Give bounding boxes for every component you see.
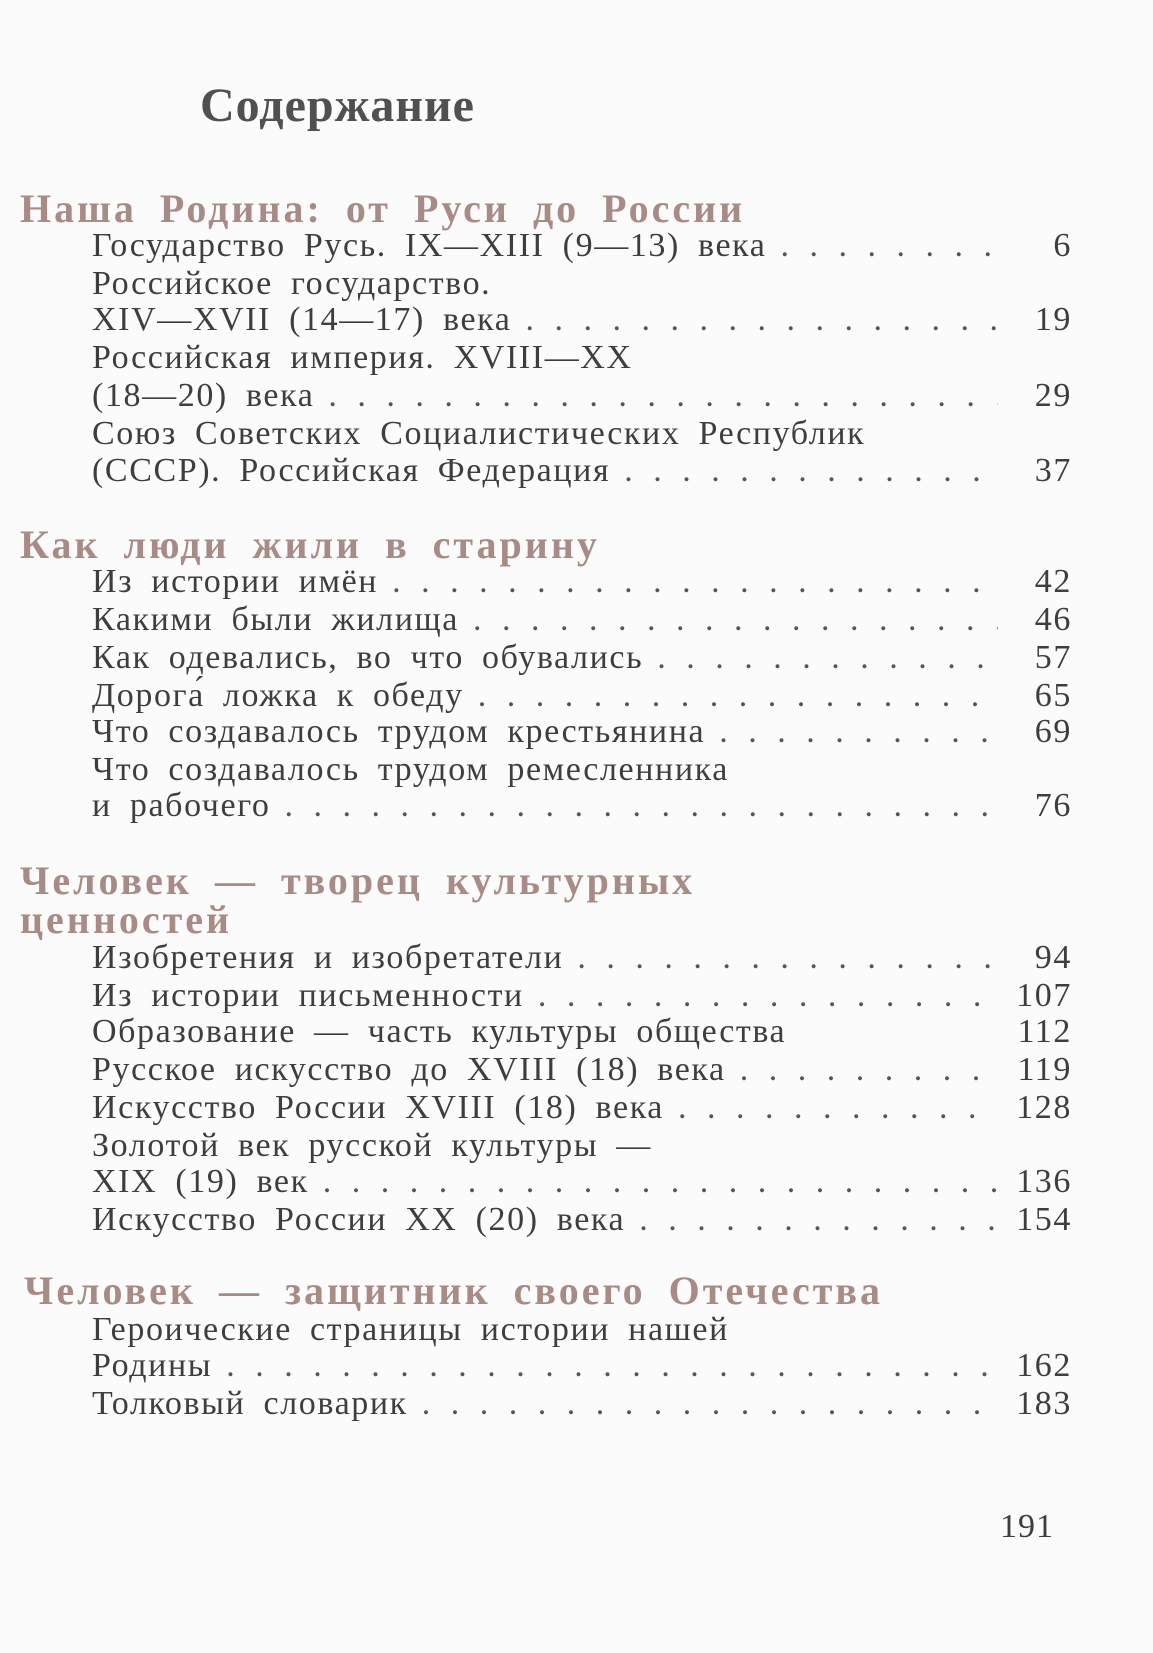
dot-leader [473,600,998,640]
entry-text: и рабочего [92,787,271,824]
toc-entry [92,451,1072,491]
dot-leader [392,562,998,602]
toc-entry [92,638,1072,678]
page-number: 119 [1017,1051,1072,1088]
entry-text: Союз Советских Социалистических Республик [92,415,866,452]
entry-text: (СССР). Российская Федерация [92,452,611,489]
section-title: Человек — творец культурных [20,858,696,903]
page-number: 162 [1016,1347,1072,1384]
toc-entry [92,376,1072,416]
page-number: 128 [1016,1089,1072,1126]
section-title-continued: ценностей [20,897,233,942]
dot-leader [285,786,999,826]
page-number: 42 [1034,563,1072,600]
toc-entry-line [92,1126,1072,1166]
entry-text: Что создавалось трудом ремесленника [92,751,729,788]
dot-leader [678,1088,998,1128]
entry-text: (18—20) века [92,377,315,414]
page-folio-number: 191 [1000,1508,1054,1545]
toc-entry [92,1088,1072,1128]
toc-entry [92,300,1072,340]
dot-leader [624,451,998,491]
dot-leader [422,1384,998,1424]
entry-text: Российское государство. [92,265,492,302]
page-number: 76 [1034,787,1072,824]
toc-entry [92,712,1072,752]
entry-text: Золотой век русской культуры — [92,1127,652,1164]
page-number: 37 [1034,452,1072,489]
toc-entry [92,1012,1072,1052]
toc-entry-line [92,338,1072,378]
entry-text: Изобретения и изобретатели [92,939,564,976]
dot-leader [226,1346,998,1386]
dot-leader [328,376,998,416]
toc-entry [92,1346,1072,1386]
toc-entry [92,938,1072,978]
dot-leader [639,1200,998,1240]
toc-entry [92,676,1072,716]
entry-text: Искусство России XVIII (18) века [92,1089,664,1126]
dot-leader [740,1050,998,1090]
dot-leader [577,938,998,978]
page-number: 107 [1016,977,1072,1014]
page-number: 154 [1016,1201,1072,1238]
section-title: Наша Родина: от Руси до России [20,186,746,231]
toc-entry [92,1050,1072,1090]
page-number: 29 [1034,377,1072,414]
page-number: 6 [1053,227,1072,264]
toc-entry [92,600,1072,640]
dot-leader [538,976,998,1016]
entry-text: Из истории имён [92,563,379,600]
entry-text: Русское искусство до XVIII (18) века [92,1051,726,1088]
page-number: 183 [1016,1385,1072,1422]
section-title: Человек — защитник своего Отечества [24,1268,883,1313]
entry-text: Из истории письменности [92,977,524,1014]
entry-text: Героические страницы истории нашей [92,1311,729,1348]
page-number: 19 [1034,301,1072,338]
toc-entry [92,1200,1072,1240]
entry-text: Что создавалось трудом крестьянина [92,713,706,750]
toc-entry [92,976,1072,1016]
entry-text: Государство Русь. IX—XIII (9—13) века [92,227,767,264]
entry-text: Дорога́ ложка к обеду [92,677,464,714]
dot-leader [780,226,998,266]
toc-entry-line [92,750,1072,790]
entry-text: Толковый словарик [92,1385,408,1422]
toc-entry [92,562,1072,602]
page-number: 69 [1034,713,1072,750]
dot-leader [719,712,998,752]
toc-entry [92,1162,1072,1202]
page-number: 112 [1017,1013,1072,1050]
entry-text: Какими были жилища [92,601,459,638]
entry-text: XIX (19) век [92,1163,309,1200]
toc-entry-line [92,1310,1072,1350]
dot-leader [323,1162,998,1202]
page-title: Содержание [200,79,475,132]
toc-entry [92,786,1072,826]
entry-text: XIV—XVII (14—17) века [92,301,512,338]
page-number: 57 [1034,639,1072,676]
page-number: 65 [1034,677,1072,714]
page-number: 136 [1016,1163,1072,1200]
toc-entry-line [92,414,1072,454]
entry-text: Родины [92,1347,213,1384]
page-number: 94 [1034,939,1072,976]
dot-leader [525,300,998,340]
section-title: Как люди жили в старину [20,522,600,567]
entry-text: Образование — часть культуры общества [92,1013,787,1050]
entry-text: Как одевались, во что обувались [92,639,644,676]
dot-leader [478,676,998,716]
page-number: 46 [1034,601,1072,638]
toc-entry [92,1384,1072,1424]
entry-text: Искусство России XX (20) века [92,1201,626,1238]
entry-text: Российская империя. XVIII—XX [92,339,633,376]
toc-entry [92,226,1072,266]
toc-entry-line [92,264,1072,304]
dot-leader [657,638,998,678]
